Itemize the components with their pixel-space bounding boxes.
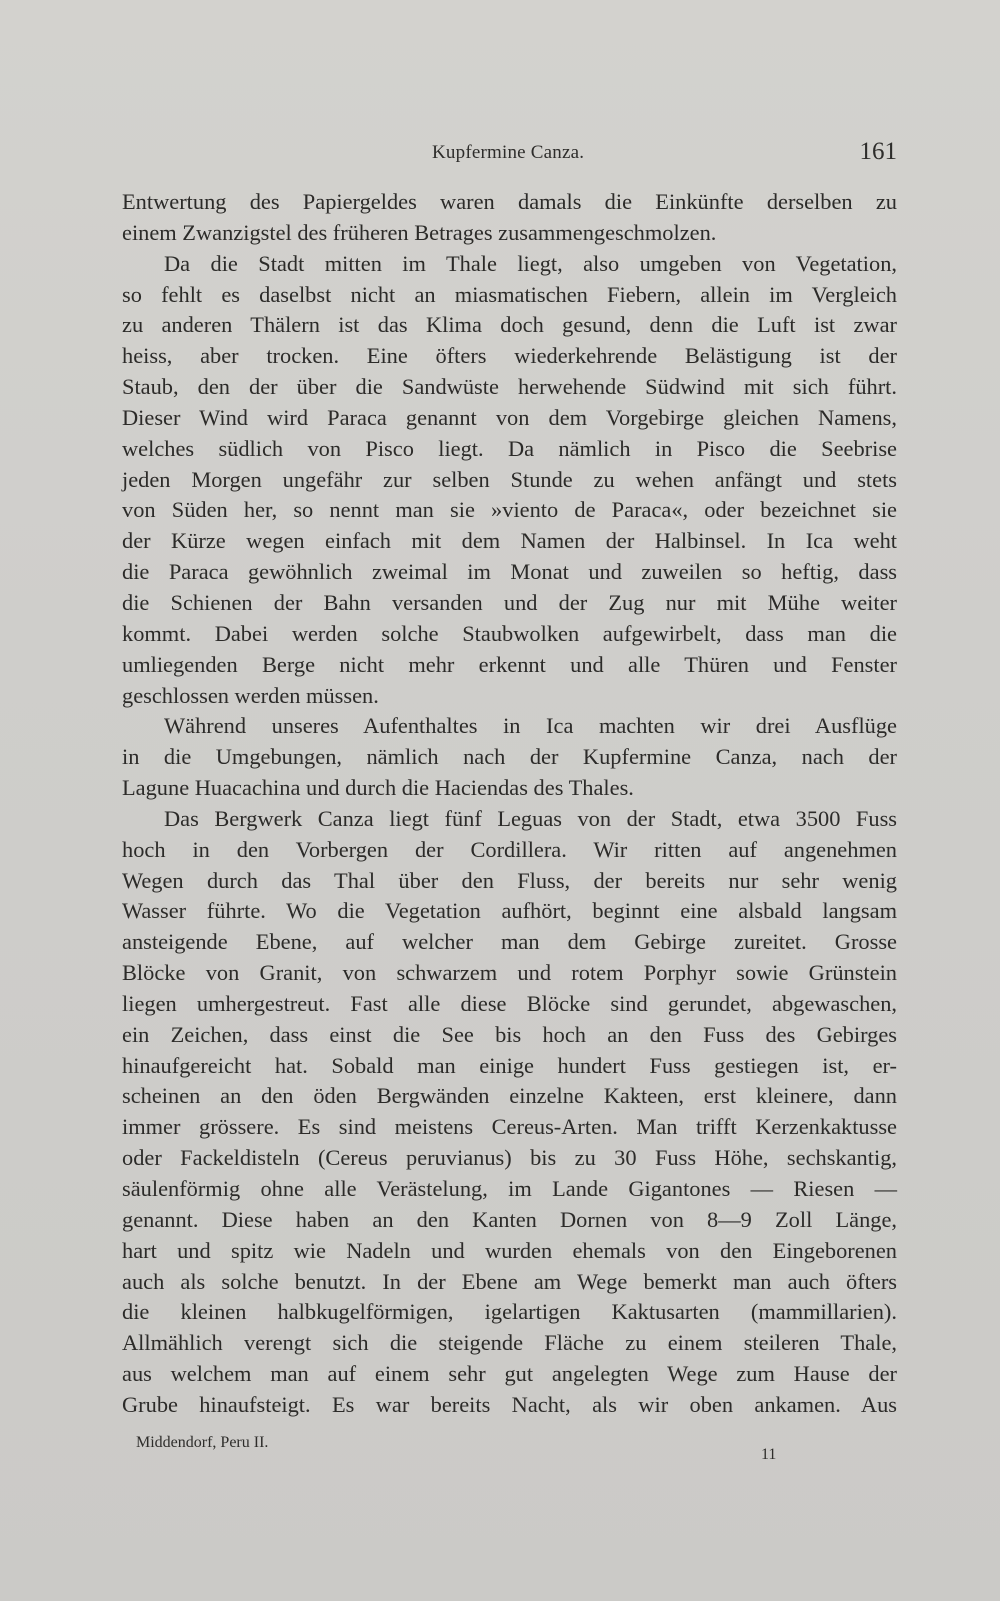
text-line: zu anderen Thälern ist das Klima doch gesund, denn die Luft ist zwar (122, 312, 897, 338)
text-line: immer grössere. Es sind meistens Cereus-Arten. Man trifft Kerzenkaktusse (122, 1114, 897, 1140)
text-line: Da die Stadt mitten im Thale liegt, also umgeben von Vegetation, (164, 250, 897, 276)
text-line: heiss, aber trocken. Eine öfters wiederkehrende Belästigung ist der (122, 343, 897, 369)
footer-source: Middendorf, Peru II. (136, 1434, 269, 1451)
page-number: 161 (859, 138, 897, 165)
text-line: welches südlich von Pisco liegt. Da nämlich in Pisco die Seebrise (122, 435, 897, 461)
text-line: Während unseres Aufenthaltes in Ica machten wir drei Ausflüge (164, 713, 897, 739)
text-line: jeden Morgen ungefähr zur selben Stunde zu wehen anfängt und stets (122, 466, 897, 492)
text-line: Wegen durch das Thal über den Fluss, der bereits nur sehr wenig (122, 867, 897, 893)
paragraph (122, 249, 897, 712)
text-line: der Kürze wegen einfach mit dem Namen der Halbinsel. In Ica weht (122, 528, 897, 554)
text-line: Blöcke von Granit, von schwarzem und rotem Porphyr sowie Grünstein (122, 960, 897, 986)
text-line: Entwertung des Papiergeldes waren damals die Einkünfte derselben zu (122, 189, 897, 214)
text-line: Dieser Wind wird Paraca genannt von dem Vorgebirge gleichen Namens, (122, 404, 897, 430)
text-line: einem Zwanzigstel des früheren Betrages zusammengeschmolzen. (122, 219, 717, 245)
text-line: Wasser führte. Wo die Vegetation aufhört, beginnt eine alsbald langsam (122, 898, 897, 924)
text-line: die kleinen halbkugelförmigen, igelartigen Kaktusarten (mammillarien). (122, 1299, 897, 1325)
text-line: geschlossen werden müssen. (122, 682, 379, 708)
text-line: hinaufgereicht hat. Sobald man einige hundert Fuss gestiegen ist, er- (122, 1052, 897, 1078)
text-line: umliegenden Berge nicht mehr erkennt und alle Thüren und Fenster (122, 651, 897, 677)
text-line: kommt. Dabei werden solche Staubwolken aufgewirbelt, dass man die (122, 620, 897, 646)
text-line: hoch in den Vorbergen der Cordillera. Wir ritten auf angenehmen (122, 836, 897, 862)
text-line: hart und spitz wie Nadeln und wurden ehemals von den Eingeborenen (122, 1237, 897, 1263)
text-line: auch als solche benutzt. In der Ebene am Wege bemerkt man auch öfters (122, 1268, 897, 1294)
running-title: Kupfermine Canza. (432, 142, 585, 163)
text-line: liegen umhergestreut. Fast alle diese Blöcke sind gerundet, abgewaschen, (122, 990, 897, 1016)
text-line: Staub, den der über die Sandwüste herwehende Südwind mit sich führt. (122, 374, 897, 400)
paragraph (122, 711, 897, 804)
text-line: in die Umgebungen, nämlich nach der Kupfermine Canza, nach der (122, 744, 897, 770)
text-line: die Paraca gewöhnlich zweimal im Monat und zuweilen so heftig, dass (122, 559, 897, 585)
text-line: Lagune Huacachina und durch die Haciendas des Thales. (122, 775, 634, 801)
text-line: ein Zeichen, dass einst die See bis hoch an den Fuss des Gebirges (122, 1021, 897, 1047)
body-text (122, 187, 897, 1421)
signature-mark: 11 (761, 1446, 777, 1463)
paragraph (122, 804, 897, 1421)
text-line: aus welchem man auf einem sehr gut angelegten Wege zum Hause der (122, 1361, 897, 1387)
text-line: so fehlt es daselbst nicht an miasmatischen Fiebern, allein im Vergleich (122, 281, 897, 307)
page-footer (136, 1434, 786, 1464)
text-line: säulenförmig ohne alle Verästelung, im Lande Gigantones — Riesen — (122, 1176, 897, 1201)
text-line: von Süden her, so nennt man sie »viento de Paraca«, oder bezeichnet sie (122, 497, 897, 523)
text-line: Allmählich verengt sich die steigende Fläche zu einem steileren Thale, (122, 1330, 897, 1356)
text-line: genannt. Diese haben an den Kanten Dornen von 8—9 Zoll Länge, (122, 1206, 897, 1232)
text-line: scheinen an den öden Bergwänden einzelne Kakteen, erst kleinere, dann (122, 1083, 897, 1109)
text-line: Das Bergwerk Canza liegt fünf Leguas von der Stadt, etwa 3500 Fuss (164, 805, 897, 831)
text-line: Grube hinaufsteigt. Es war bereits Nacht, als wir oben ankamen. Aus (122, 1391, 897, 1417)
running-head (122, 138, 897, 170)
text-line: die Schienen der Bahn versanden und der Zug nur mit Mühe weiter (122, 589, 897, 615)
text-line: oder Fackeldisteln (Cereus peruvianus) bis zu 30 Fuss Höhe, sechskantig, (122, 1145, 897, 1171)
text-line: ansteigende Ebene, auf welcher man dem Gebirge zureitet. Grosse (122, 929, 897, 955)
paragraph (122, 187, 897, 249)
